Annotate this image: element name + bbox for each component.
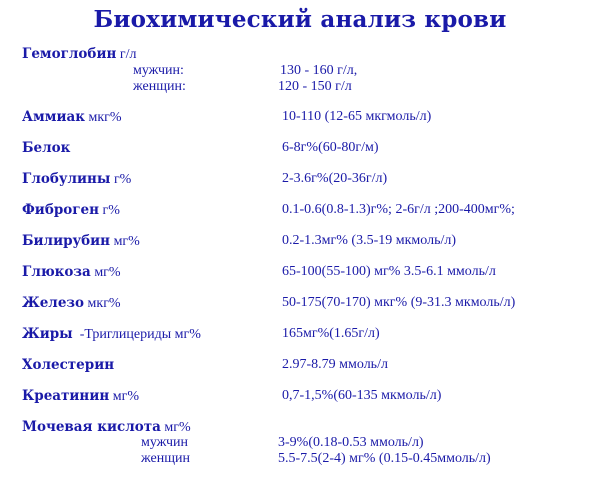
row-sub-value-hemoglobin-women: 120 - 150 г/л (278, 79, 352, 94)
row-name-bilirubin: Билирубин мг% (22, 233, 140, 249)
row-value-bilirubin: 0.2-1.3мг% (3.5-19 мкмоль/л) (282, 233, 456, 248)
row-sub-label-hemoglobin-men: мужчин: (133, 63, 184, 78)
row-value-globulins: 2-3.6г%(20-36г/л) (282, 171, 388, 186)
row-value-cholesterol: 2.97-8.79 ммоль/л (282, 357, 388, 372)
row-sub-label-uric-acid-men: мужчин (141, 435, 189, 450)
row-name-cholesterol: Холестерин (22, 357, 115, 373)
row-value-iron: 50-175(70-170) мкг% (9-31.3 мкмоль/л) (282, 295, 516, 310)
row-value-protein: 6-8г%(60-80г/м) (282, 140, 379, 155)
row-sub-value-uric-acid-women: 5.5-7.5(2-4) мг% (0.15-0.45ммоль/л) (278, 451, 491, 466)
row-name-glucose: Глюкоза мг% (22, 264, 121, 280)
row-name-creatinine: Креатинин мг% (22, 388, 139, 404)
row-value-creatinine: 0,7-1,5%(60-135 мкмоль/л) (282, 388, 442, 403)
row-name-iron: Железо мкг% (22, 295, 121, 311)
row-value-fats: 165мг%(1.65г/л) (282, 326, 380, 341)
row-name-uric-acid: Мочевая кислота мг% (22, 419, 191, 435)
row-sub-label-hemoglobin-women: женщин: (133, 79, 186, 94)
row-name-ammonia: Аммиак мкг% (22, 109, 122, 125)
row-name-hemoglobin: Гемоглобин г/л (22, 46, 137, 62)
row-value-glucose: 65-100(55-100) мг% 3.5-6.1 ммоль/л (282, 264, 496, 279)
row-name-globulins: Глобулины г% (22, 171, 132, 187)
page-title: Биохимический анализ крови (93, 6, 507, 33)
row-sub-value-hemoglobin-men: 130 - 160 г/л, (280, 63, 358, 78)
row-name-protein: Белок (22, 140, 71, 156)
row-sub-value-uric-acid-men: 3-9%(0.18-0.53 ммоль/л) (278, 435, 424, 450)
row-sub-label-uric-acid-women: женщин (141, 451, 190, 466)
row-value-ammonia: 10-110 (12-65 мкгмоль/л) (282, 109, 432, 124)
row-name-fats: Жиры -Триглицериды мг% (22, 326, 201, 342)
row-value-fibrinogen: 0.1-0.6(0.8-1.3)г%; 2-6г/л ;200-400мг%; (282, 202, 515, 217)
row-name-fibrinogen: Фиброген г% (22, 202, 120, 218)
